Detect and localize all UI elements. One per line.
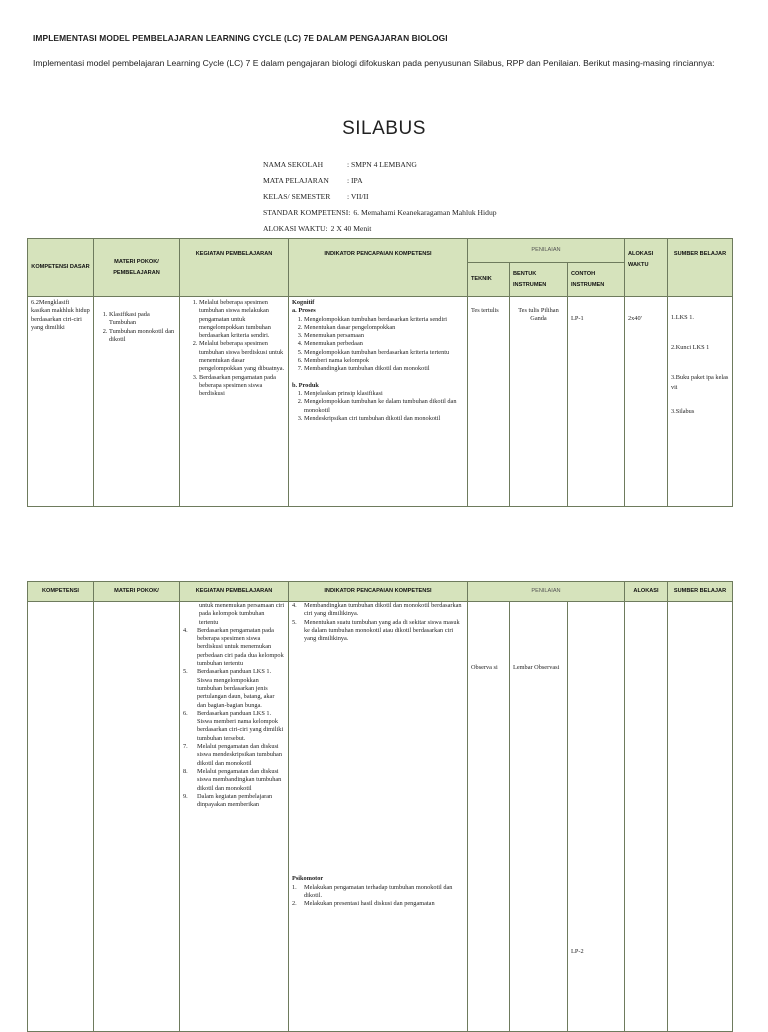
proses-item: 4. Menemukan perbedaan	[304, 340, 464, 348]
subject-value: : IPA	[347, 176, 363, 185]
kd-cell: 6.2Mengklasifi kasikan makhluk hidup berdasarkan ciri-ciri yang dimiliki	[28, 297, 94, 507]
teknik-cell: Observa si	[468, 602, 510, 1032]
header-sumber: SUMBER BELAJAR	[668, 582, 733, 602]
kegiatan-item: Dalam kegiatan pembelajaran dinpayakan memberikan	[197, 792, 273, 809]
kegiatan-number: 4.	[183, 626, 188, 634]
subject-row	[263, 173, 497, 189]
indikator-number: 4.	[292, 602, 297, 609]
kegiatan-list	[183, 627, 285, 810]
time-label: ALOKASI WAKTU:	[263, 224, 328, 233]
sumber-item: 1.LKS 1.	[671, 314, 694, 321]
subject-label: MATA PELAJARAN	[263, 176, 329, 185]
indikator-cell	[289, 602, 468, 1032]
proses-heading	[292, 307, 464, 315]
header-kegiatan: KEGIATAN PEMBELAJARAN	[180, 582, 289, 602]
sk-value: 6. Memahami Keanekaragaman Mahluk Hidup	[353, 208, 497, 217]
school-row	[263, 157, 497, 173]
header-teknik: TEKNIK	[468, 263, 510, 297]
kegiatan-number: 6.	[183, 709, 188, 717]
proses-item: 3. Menemukan persamaan	[304, 332, 464, 340]
proses-item: 6. Memberi nama kelompok	[304, 357, 464, 365]
produk-title: Produk	[298, 381, 319, 389]
kegiatan-number: 8.	[183, 767, 188, 775]
indikator-cell	[289, 297, 468, 507]
kegiatan-item: Berdasarkan panduan LKS 1. Siswa mengelompokkan tumbuhan berdasarkan jenis pertulangan daun, batang, akar dan bagian-bagian bunga.	[197, 668, 275, 709]
header-contoh: CONTOH INSTRUMEN	[568, 263, 625, 297]
psikomotor-number: 2.	[292, 900, 297, 908]
sumber-item: 3.Silabus	[671, 408, 695, 415]
kegiatan-item: Melalui pengamatan dan diskusi siswa membandingkan tumbuhan dikotil dan monokotil	[197, 767, 282, 792]
kegiatan-item: Berdasarkan panduan LKS 1. Siswa memberi nama kelompok berdasarkan ciri-ciri yang dimiliki tumbuhan tersebut.	[197, 709, 284, 742]
sumber-cell	[668, 297, 733, 507]
identity-block	[263, 157, 497, 237]
class-value: : VII/II	[347, 192, 369, 201]
class-label: KELAS/ SEMESTER	[263, 192, 331, 201]
kegiatan-cell	[180, 297, 289, 507]
proses-item: 5. Mengelompokkan tumbuhan berdasarkan kriteria tertentu	[304, 349, 464, 357]
time-value: 2 X 40 Menit	[330, 224, 372, 233]
kegiatan-number: 7.	[183, 743, 188, 751]
kegiatan-number: 5.	[183, 668, 188, 676]
materi-item: 1. Klasifikasi pada Tumbuhan	[109, 311, 176, 328]
psikomotor-item: Melakukan presentasi hasil diskusi dan pengamatan	[304, 900, 435, 908]
indikator-number: 5.	[292, 618, 297, 626]
contoh-cell: LP-2	[568, 602, 625, 1032]
header-penilaian: PENILAIAN	[468, 582, 625, 602]
sumber-item: 3.Buku paket ipa kelas vii	[671, 374, 729, 391]
produk-marker: b.	[292, 381, 298, 389]
sk-label: STANDAR KOMPETENSI:	[263, 208, 351, 217]
proses-item: 1. Mengelompokkan tumbuhan berdasarkan kriteria sendiri	[304, 316, 464, 324]
silabus-title: SILABUS	[342, 118, 426, 139]
kegiatan-continued: untuk menemukan persamaan ciri pada kelompok tumbuhan tertentu	[199, 602, 285, 626]
kegiatan-item: Melalui pengamatan dan diskusi siswa mendeskripsikan tumbuhan dikotil dan monokotil	[197, 743, 282, 767]
psikomotor-heading: Psikomotor	[292, 875, 324, 883]
produk-item: 1. Menjelaskan prinsip klasifikasi	[304, 390, 464, 398]
produk-heading	[292, 382, 464, 390]
kegiatan-item: 2. Melalui beberapa spesimen tumbuhan siswa berdiskusi untuk menentukan dasar pengelompokkan yang dibuatnya.	[199, 340, 285, 373]
materi-cell	[94, 602, 180, 1032]
sumber-item: 2.Kunci LKS 1	[671, 344, 710, 351]
indikator-item: Menentukan suatu tumbuhan yang ada di sekitar siswa masuk ke dalam tumbuhan monokotil atau dikotil berdasarkan ciri yang dimilikinya.	[304, 618, 460, 643]
header-bentuk: BENTUK INSTRUMEN	[510, 263, 568, 297]
intro-paragraph: Implementasi model pembelajaran Learning Cycle (LC) 7 E dalam pengajaran biologi difokuskan pada penyusunan Silabus, RPP dan Penilaian. Berikut masing-masing rinciannya:	[33, 58, 715, 68]
header-indikator: INDIKATOR PENCAPAIAN KOMPETENSI	[289, 239, 468, 297]
header-materi: MATERI POKOK/ PEMBELAJARAN	[94, 239, 180, 297]
alokasi-cell: 2x40'	[625, 297, 668, 507]
produk-item: 2. Mengelompokkan tumbuhan ke dalam tumbuhan dikotil dan monokotil	[304, 398, 464, 415]
silabus-table-page-2	[27, 581, 733, 1032]
time-row	[263, 221, 497, 237]
school-value: : SMPN 4 LEMBANG	[347, 160, 417, 169]
proses-marker: a.	[292, 307, 297, 315]
indikator-list	[292, 602, 464, 643]
alokasi-cell	[625, 602, 668, 1032]
sk-row	[263, 205, 497, 221]
contoh-cell: LP-1	[568, 297, 625, 507]
silabus-table-page-1	[27, 238, 733, 507]
proses-item: 2. Menentukan dasar pengelompokkan	[304, 324, 464, 332]
kd-cell	[28, 602, 94, 1032]
proses-item: 7. Membandingkan tumbuhan dikotil dan monokotil	[304, 365, 464, 373]
header-kegiatan: KEGIATAN PEMBELAJARAN	[180, 239, 289, 297]
kegiatan-number: 9.	[183, 792, 188, 800]
psikomotor-list	[292, 884, 464, 909]
header-indikator: INDIKATOR PENCAPAIAN KOMPETENSI	[289, 582, 468, 602]
bentuk-cell: Tes tulis Pilihan Ganda	[510, 297, 568, 507]
bentuk-cell: Lembar Observasi	[510, 602, 568, 1032]
sumber-cell	[668, 602, 733, 1032]
kegiatan-item: 1. Melalui beberapa spesimen tumbuhan siswa melakukan pengamatan untuk mengelompokkan tumbuhan berdasarkan kriteria sendiri.	[199, 299, 285, 340]
proses-title: Proses	[298, 307, 316, 315]
produk-item: 3. Mendeskripsikan ciri tumbuhan dikotil dan monokotil	[304, 415, 464, 423]
header-sumber: SUMBER BELAJAR	[668, 239, 733, 297]
teknik-cell: Tes tertulis	[468, 297, 510, 507]
header-alokasi: ALOKASI WAKTU	[625, 239, 668, 297]
header-materi: MATERI POKOK/	[94, 582, 180, 602]
kegiatan-item: 3. Berdasarkan pengamatan pada beberapa spesimen siswa berdiskusi	[199, 374, 285, 399]
psikomotor-number: 1.	[292, 883, 297, 891]
kegiatan-item: Berdasarkan pengamatan pada beberapa spesimen siswa berdiskusi untuk menemukan perbedaan ciri pada dua kelompok tumbuhan tertentu	[197, 626, 284, 668]
school-label: NAMA SEKOLAH	[263, 160, 324, 169]
psikomotor-item: Melakukan pengamatan terhadap tumbuhan monokotil dan dikotil.	[304, 883, 453, 900]
kegiatan-cell	[180, 602, 289, 1032]
class-row	[263, 189, 497, 205]
indikator-item: Membandingkan tumbuhan dikotil dan monokotil berdasarkan ciri yang dimilikinya.	[304, 602, 462, 618]
header-penilaian: PENILAIAN	[468, 239, 625, 263]
header-kd: KOMPETENSI	[28, 582, 94, 602]
header-alokasi: ALOKASI	[625, 582, 668, 602]
header-kd: KOMPETENSI DASAR	[28, 239, 94, 297]
materi-item: 2. Tumbuhan monokotil dan dikotil	[109, 328, 176, 345]
document-title: IMPLEMENTASI MODEL PEMBELAJARAN LEARNING CYCLE (LC) 7E DALAM PENGAJARAN BIOLOGI	[33, 33, 448, 43]
materi-cell	[94, 297, 180, 507]
kognitif-heading: Kognitif	[292, 299, 315, 306]
